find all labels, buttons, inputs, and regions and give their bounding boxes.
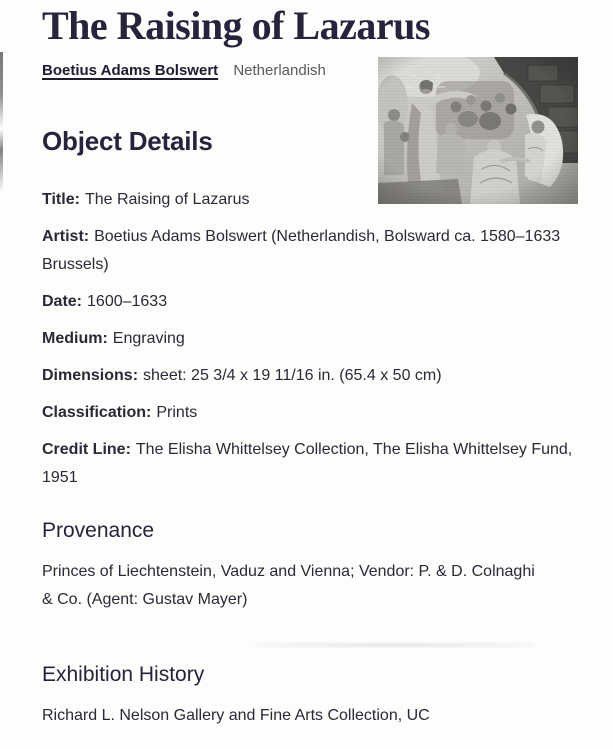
artist-nationality: Netherlandish: [233, 62, 326, 79]
field-value: Prints: [156, 404, 198, 421]
exhibition-history-heading: Exhibition History: [42, 663, 205, 686]
field-label: Classification:: [42, 404, 152, 421]
engraving-image: [378, 57, 578, 204]
scan-artifact: [0, 52, 3, 192]
object-details-heading: Object Details: [42, 126, 213, 156]
field-medium: [42, 325, 590, 353]
object-details-fields: [42, 186, 613, 492]
provenance-text: Princes of Liechtenstein, Vaduz and Vienna; Vendor: P. & D. Colnaghi & Co. (Agent: Gustav Mayer): [42, 563, 535, 608]
field-classification: [42, 399, 590, 427]
scan-artifact: [255, 642, 535, 648]
field-credit-line: [42, 436, 590, 492]
field-label: Date:: [42, 293, 83, 310]
field-dimensions: [42, 362, 590, 390]
provenance-heading: Provenance: [42, 519, 155, 542]
exhibition-history-section: [42, 662, 613, 730]
field-value: 1600–1633: [87, 293, 168, 310]
field-label: Dimensions:: [42, 367, 139, 384]
field-value: The Raising of Lazarus: [84, 191, 250, 208]
field-label: Credit Line:: [42, 441, 131, 458]
field-value: sheet: 25 3/4 x 19 11/16 in. (65.4 x 50 cm): [143, 367, 442, 384]
field-value: Engraving: [112, 330, 185, 347]
provenance-section: [42, 518, 613, 614]
artist-link[interactable]: Boetius Adams Bolswert: [42, 62, 219, 79]
field-date: [42, 288, 590, 316]
field-value: The Elisha Whittelsey Collection, The Elisha Whittelsey Fund, 1951: [42, 441, 573, 486]
exhibition-history-text: Richard L. Nelson Gallery and Fine Arts Collection, UC: [42, 707, 430, 724]
page-title: The Raising of Lazarus: [42, 3, 430, 48]
artwork-thumbnail[interactable]: [378, 57, 578, 204]
field-artist: [42, 223, 590, 279]
field-value: Boetius Adams Bolswert (Netherlandish, Bolsward ca. 1580–1633 Brussels): [42, 228, 561, 273]
field-label: Title:: [42, 191, 80, 208]
field-label: Artist:: [42, 228, 90, 245]
field-label: Medium:: [42, 330, 108, 347]
